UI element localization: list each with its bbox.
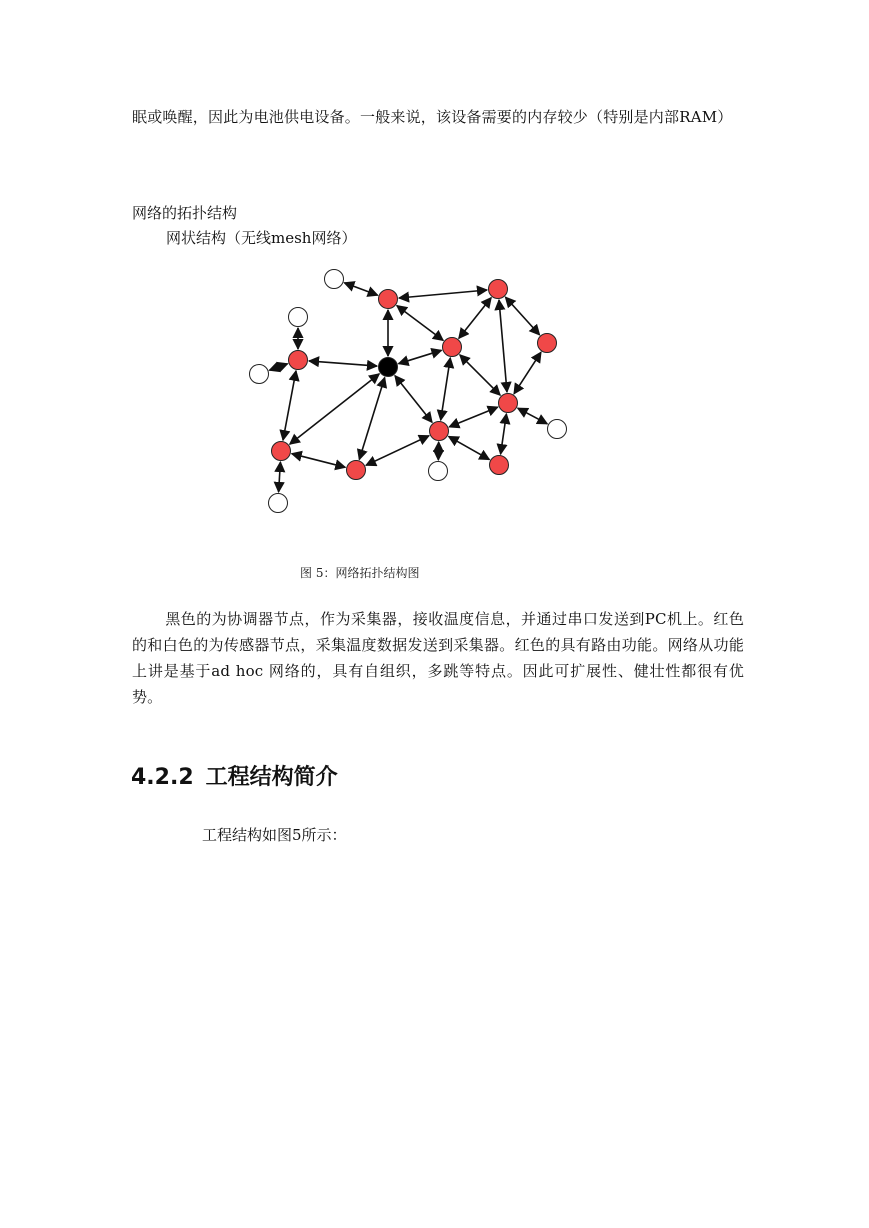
router-node-r8	[538, 334, 557, 353]
router-node-r6	[430, 422, 449, 441]
end-device-node-w6	[548, 420, 567, 439]
network-topology-figure	[240, 262, 580, 522]
link-w6-r9	[518, 408, 548, 424]
link-c-r5	[359, 378, 384, 460]
mesh-subheading: 网状结构（无线mesh网络）	[166, 229, 357, 247]
router-node-r1	[379, 290, 398, 309]
end-device-node-w1	[325, 270, 344, 289]
topology-heading: 网络的拓扑结构	[132, 204, 238, 222]
link-r9-r10	[501, 414, 507, 454]
figure-caption: 图 5：网络拓扑结构图	[300, 566, 420, 580]
link-r3-r9	[460, 355, 500, 395]
link-r9-r6	[449, 407, 498, 427]
link-w1-r1	[344, 283, 377, 295]
link-c-r6	[395, 376, 432, 423]
end-device-node-w5	[429, 462, 448, 481]
section-number: 4.2.2	[131, 765, 194, 790]
link-r1-r3	[397, 306, 443, 341]
section-heading	[131, 762, 338, 794]
section-title: 工程结构简介	[205, 765, 338, 790]
link-r8-r9	[514, 352, 541, 394]
router-node-r5	[347, 461, 366, 480]
router-node-r2	[289, 351, 308, 370]
body-paragraph	[132, 606, 744, 710]
link-c-r2	[309, 361, 377, 366]
link-r3-r6	[441, 358, 451, 420]
link-w4-r4	[279, 462, 281, 492]
link-c-r3	[399, 350, 442, 363]
end-device-node-w2	[289, 308, 308, 327]
link-w3-r2	[269, 364, 287, 371]
coordinator-node	[379, 358, 398, 377]
link-r7-r3	[459, 298, 491, 339]
link-r6-r5	[366, 436, 429, 466]
link-c-r4	[290, 374, 380, 444]
body-paragraph-text: 黑色的为协调器节点，作为采集器，接收温度信息，并通过串口发送到PC机上。红色的和白色的为传感器节点，采集温度数据发送到采集器。红色的具有路由功能。网络从功能上讲是基于ad hoc 网络的，具有自组织，多跳等特点。因此可扩展性、健壮性都很有优势。	[132, 610, 744, 706]
link-r2-r4	[283, 371, 296, 440]
router-node-r10	[490, 456, 509, 475]
link-r7-r8	[505, 297, 539, 335]
intro-paragraph: 眠或唤醒，因此为电池供电设备。一般来说，该设备需要的内存较少（特别是内部RAM）	[132, 108, 733, 126]
router-node-r3	[443, 338, 462, 357]
end-device-node-w4	[269, 494, 288, 513]
link-r4-r5	[292, 454, 346, 468]
router-node-r4	[272, 442, 291, 461]
link-r7-r9	[499, 300, 507, 392]
topology-diagram	[240, 262, 580, 522]
link-r6-r10	[449, 436, 490, 459]
link-r1-r7	[399, 290, 487, 298]
router-node-r7	[489, 280, 508, 299]
router-node-r9	[499, 394, 518, 413]
end-device-node-w3	[250, 365, 269, 384]
structure-intro-text: 工程结构如图5所示：	[202, 826, 347, 844]
